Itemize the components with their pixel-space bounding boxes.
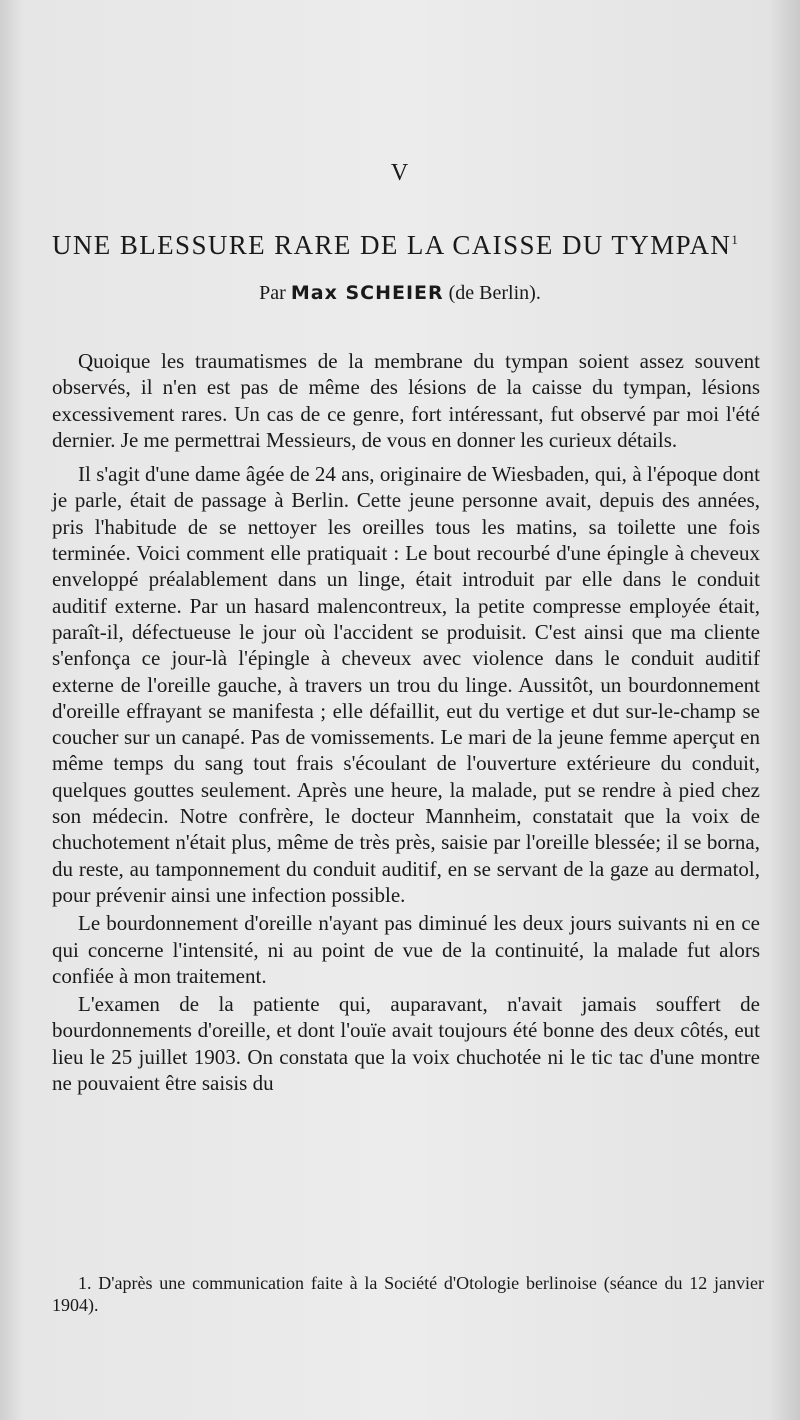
footnote-text: D'après une communication faite à la Société d'Otologie berlinoise (séance du 12 janvier 1904).	[52, 1273, 765, 1315]
author-name: Max SCHEIER	[290, 282, 444, 304]
footnote	[52, 1272, 764, 1316]
article-title-text: UNE BLESSURE RARE DE LA CAISSE DU TYMPAN	[52, 230, 732, 260]
chapter-number: V	[390, 160, 410, 186]
article-body	[52, 348, 760, 1096]
article-title	[52, 230, 762, 261]
byline	[0, 282, 800, 305]
footnote-number: 1.	[78, 1273, 92, 1293]
paragraph: Quoique les traumatismes de la membrane du tympan soient assez souvent observés, il n'en est pas de même des lésions de la caisse du tympan, lésions excessivement rares. Un cas de ce genre, fort intéressant, fut observé par moi l'été dernier. Je me permettrai Messieurs, de vous en donner les curieux détails.	[52, 349, 760, 452]
paragraph: L'examen de la patiente qui, auparavant, n'avait jamais souffert de bourdonnements d'oreille, et dont l'ouïe avait toujours été bonne des deux côtés, eut lieu le 25 juillet 1903. On constata que la voix chuchotée ni le tic tac d'une montre ne pouvaient être saisis du	[52, 992, 760, 1096]
paragraph: Le bourdonnement d'oreille n'ayant pas diminué les deux jours suivants ni en ce qui concerne l'intensité, ni au point de vue de la continuité, la malade fut alors confiée à mon traitement.	[52, 911, 760, 988]
byline-prefix: Par	[259, 282, 286, 304]
footnote-reference-mark: 1	[731, 232, 740, 247]
paragraph: Il s'agit d'une dame âgée de 24 ans, originaire de Wiesbaden, qui, à l'époque dont je parle, était de passage à Berlin. Cette jeune personne avait, depuis des années, pris l'habitude de se nettoyer les oreilles tous les matins, sa toilette une fois terminée. Voici comment elle pratiquait : Le bout recourbé d'une épingle à cheveux enveloppé préalablement dans un linge, était introduit par elle dans le conduit auditif externe. Par un hasard malencontreux, la petite compresse employée était, paraît-il, défectueuse le jour où l'accident se produisit. C'est ainsi que ma cliente s'enfonça ce jour-là l'épingle à cheveux avec violence dans le conduit auditif externe de l'oreille gauche, à travers un trou du linge. Aussitôt, un bourdonnement d'oreille effrayant se manifesta ; elle défaillit, eut du vertige et dut sur-le-champ se coucher sur un canapé. Pas de vomissements. Le mari de la jeune femme aperçut en même temps du sang tout frais s'écoulant de l'ouverture extérieure du conduit, quelques gouttes seulement. Après une heure, la malade, put se rendre à pied chez son médecin. Notre confrère, le docteur Mannheim, constatait que la voix de chuchotement n'était plus, même de très près, saisie par l'oreille blessée; il se borna, du reste, au tamponnement du conduit auditif, en se servant de la gaze au dermatol, pour prévenir ainsi une infection possible.	[52, 462, 760, 907]
author-place: (de Berlin).	[448, 282, 541, 304]
